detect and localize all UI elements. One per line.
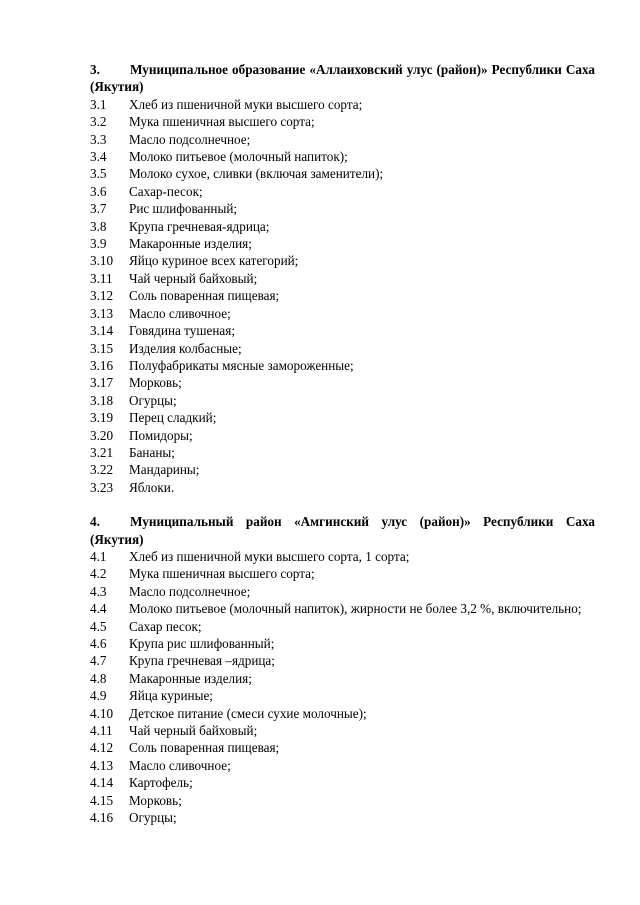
item-number: 4.9: [90, 688, 107, 704]
item-number: 3.12: [90, 288, 114, 304]
list-item: [90, 235, 595, 252]
item-text: Сахар песок;: [129, 618, 202, 634]
item-number: 3.7: [90, 201, 107, 217]
section-title: Муниципальный район «Амгинский улус (район)» Республики Саха (Якутия): [90, 514, 595, 547]
list-item: [90, 252, 595, 269]
item-number: 3.11: [90, 270, 113, 286]
item-number: 3.3: [90, 131, 107, 147]
item-text: Огурцы;: [129, 810, 177, 826]
section-number: 3.: [90, 62, 100, 77]
item-text: Макаронные изделия;: [129, 236, 252, 252]
item-text: Масло подсолнечное;: [129, 131, 251, 147]
item-text: Чай черный байховый;: [129, 270, 258, 286]
item-text: Соль поваренная пищевая;: [129, 288, 280, 304]
item-number: 3.9: [90, 236, 107, 252]
list-item: [90, 705, 595, 722]
list-item: [90, 131, 595, 148]
list-item: [90, 479, 595, 496]
item-number: 4.1: [90, 548, 107, 564]
item-number: 4.16: [90, 810, 114, 826]
list-item: [90, 322, 595, 339]
item-text: Молоко питьевое (молочный напиток);: [129, 149, 348, 165]
list-item: [90, 670, 595, 687]
list-item: [90, 687, 595, 704]
list-item: [90, 722, 595, 739]
item-text: Детское питание (смеси сухие молочные);: [129, 705, 367, 721]
item-text: Мука пшеничная высшего сорта;: [129, 566, 315, 582]
section-heading: [90, 513, 595, 548]
item-text: Полуфабрикаты мясные замороженные;: [129, 357, 354, 373]
item-number: 3.20: [90, 427, 114, 443]
item-text: Крупа гречневая –ядрица;: [129, 653, 275, 669]
list-item: [90, 357, 595, 374]
item-number: 4.8: [90, 670, 107, 686]
item-text: Мандарины;: [129, 462, 200, 478]
list-item: [90, 165, 595, 182]
list-item: [90, 287, 595, 304]
item-number: 3.23: [90, 479, 114, 495]
item-number: 3.21: [90, 444, 114, 460]
item-number: 3.19: [90, 410, 114, 426]
item-number: 4.6: [90, 636, 107, 651]
list-item: [90, 427, 595, 444]
list-item: [90, 774, 595, 791]
list-item: [90, 809, 595, 826]
item-text: Хлеб из пшеничной муки высшего сорта, 1 сорта;: [129, 548, 410, 564]
list-item: [90, 183, 595, 200]
item-number: 4.14: [90, 775, 114, 791]
item-text: Молоко питьевое (молочный напиток), жирности не более 3,2 %, включительно;: [129, 601, 582, 617]
item-text: Соль поваренная пищевая;: [129, 740, 280, 756]
item-number: 3.8: [90, 218, 107, 234]
section-list: [90, 96, 595, 496]
item-number: 3.1: [90, 96, 107, 112]
list-item: [90, 548, 595, 565]
item-number: 4.11: [90, 723, 113, 739]
item-number: 3.15: [90, 340, 114, 356]
list-item: [90, 392, 595, 409]
item-text: Морковь;: [129, 375, 182, 391]
list-item: [90, 96, 595, 113]
list-item: [90, 444, 595, 461]
list-item: [90, 600, 595, 617]
list-item: [90, 583, 595, 600]
item-number: 4.12: [90, 740, 114, 756]
item-text: Мука пшеничная высшего сорта;: [129, 114, 315, 130]
list-item: [90, 757, 595, 774]
item-text: Масло сливочное;: [129, 305, 231, 321]
item-text: Хлеб из пшеничной муки высшего сорта;: [129, 96, 363, 112]
item-text: Картофель;: [129, 775, 193, 791]
section-spacer: [90, 496, 595, 513]
list-item: [90, 739, 595, 756]
section-heading: [90, 61, 595, 96]
item-text: Масло сливочное;: [129, 757, 231, 773]
item-text: Бананы;: [129, 444, 175, 460]
list-item: [90, 374, 595, 391]
item-text: Помидоры;: [129, 427, 193, 443]
section-list: [90, 548, 595, 827]
section-title: Муниципальное образование «Аллаиховский улус (район)» Республики Саха (Якутия): [90, 62, 595, 95]
item-text: Яйца куриные;: [129, 688, 213, 704]
list-item: [90, 652, 595, 669]
item-text: Рис шлифованный;: [129, 201, 238, 217]
list-item: [90, 618, 595, 635]
list-item: [90, 461, 595, 478]
list-item: [90, 340, 595, 357]
item-number: 3.18: [90, 392, 114, 408]
section-number: 4.: [90, 514, 100, 530]
list-item: [90, 305, 595, 322]
item-number: 4.15: [90, 792, 114, 808]
item-text: Крупа гречневая-ядрица;: [129, 218, 270, 234]
item-number: 3.5: [90, 166, 107, 182]
item-number: 3.10: [90, 253, 114, 269]
item-number: 3.14: [90, 323, 114, 339]
item-number: 4.7: [90, 653, 107, 669]
item-text: Говядина тушеная;: [129, 323, 235, 339]
list-item: [90, 148, 595, 165]
item-number: 4.4: [90, 601, 107, 617]
list-item: [90, 113, 595, 130]
list-item: [90, 565, 595, 582]
item-text: Молоко сухое, сливки (включая заменители);: [129, 166, 384, 182]
item-text: Яблоки.: [129, 479, 175, 495]
document-page: [90, 61, 595, 826]
item-text: Сахар-песок;: [129, 183, 203, 199]
item-number: 3.17: [90, 375, 114, 391]
item-text: Огурцы;: [129, 392, 177, 408]
item-number: 4.13: [90, 757, 114, 773]
item-number: 4.2: [90, 566, 107, 582]
item-number: 4.10: [90, 705, 114, 721]
item-number: 3.13: [90, 305, 114, 321]
item-text: Масло подсолнечное;: [129, 583, 251, 599]
item-number: 3.16: [90, 357, 114, 373]
item-text: Макаронные изделия;: [129, 670, 252, 686]
item-number: 3.2: [90, 114, 107, 130]
item-number: 4.3: [90, 583, 107, 599]
item-text: Яйцо куриное всех категорий;: [129, 253, 299, 269]
item-number: 3.6: [90, 183, 107, 199]
item-text: Морковь;: [129, 792, 182, 808]
item-text: Изделия колбасные;: [129, 340, 242, 356]
item-number: 3.4: [90, 149, 107, 165]
list-item: [90, 200, 595, 217]
list-item: [90, 635, 595, 652]
item-number: 3.22: [90, 462, 114, 478]
list-item: [90, 409, 595, 426]
list-item: [90, 792, 595, 809]
item-text: Крупа рис шлифованный;: [129, 636, 275, 651]
item-text: Чай черный байховый;: [129, 723, 258, 739]
item-text: Перец сладкий;: [129, 410, 217, 426]
item-number: 4.5: [90, 618, 107, 634]
list-item: [90, 218, 595, 235]
list-item: [90, 270, 595, 287]
